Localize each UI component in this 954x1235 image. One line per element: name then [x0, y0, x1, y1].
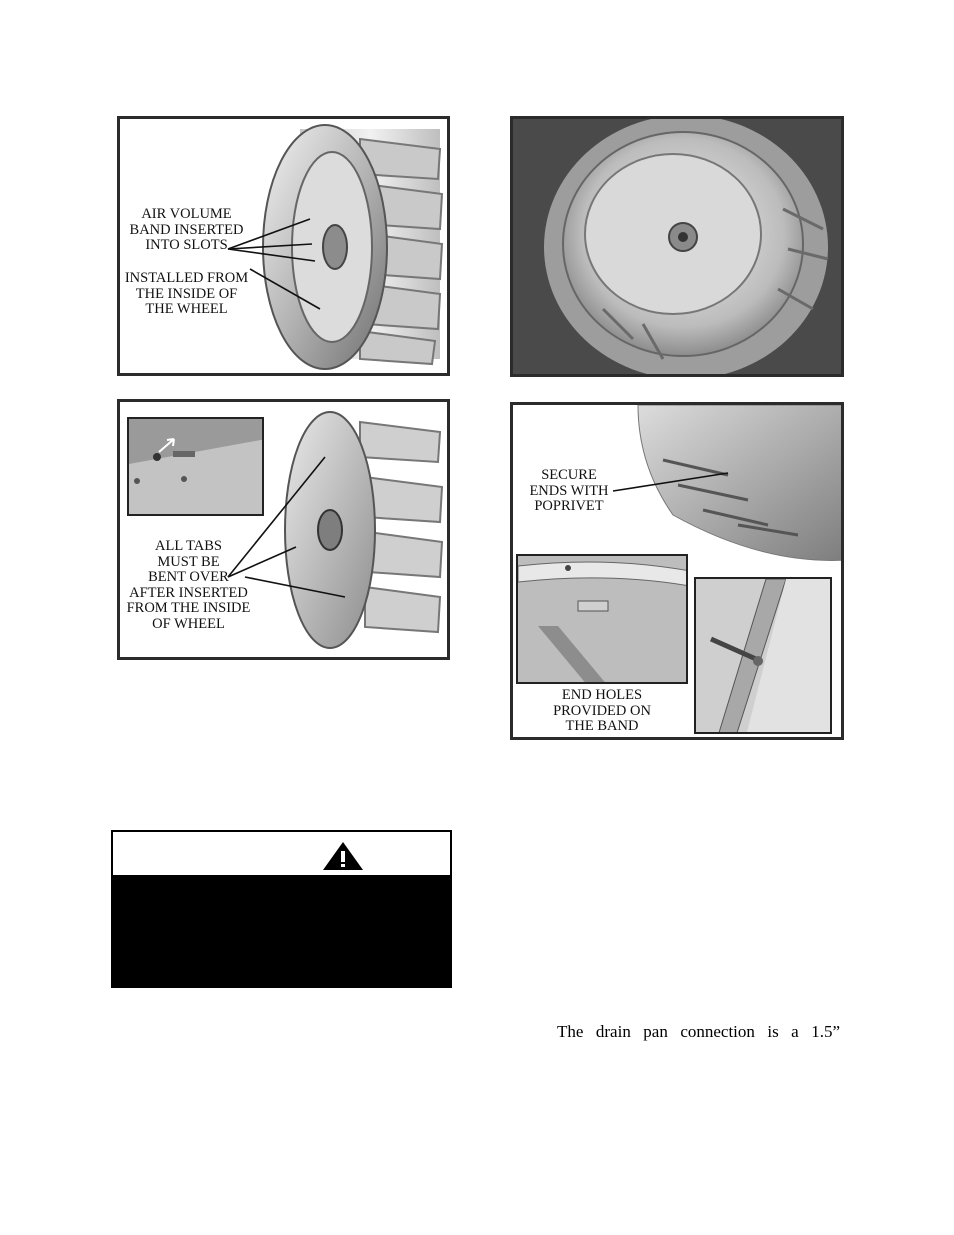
warning-header	[113, 832, 450, 875]
figure-secure-ends	[510, 402, 844, 740]
tab-closeup-inset	[127, 417, 264, 516]
label-all-tabs-bent: ALL TABS MUST BE BENT OVER AFTER INSERTED FROM THE INSIDE OF WHEEL	[126, 538, 251, 632]
figure-wheel-face-view	[510, 116, 844, 377]
figure-air-volume-band	[117, 116, 450, 376]
fan-wheel-face-image	[513, 119, 844, 377]
figure-tabs-bent-over	[117, 399, 450, 660]
label-end-holes: END HOLES PROVIDED ON THE BAND	[553, 687, 651, 734]
label-installed-from-inside: INSTALLED FROM THE INSIDE OF THE WHEEL	[124, 270, 249, 317]
label-air-volume-band: AIR VOLUME BAND INSERTED INTO SLOTS	[129, 206, 244, 253]
band-end-inset-left	[516, 554, 688, 684]
warning-body	[113, 875, 450, 986]
tab-closeup-image	[129, 419, 264, 516]
band-end-holes-image	[518, 556, 688, 684]
poprivet-closeup-image	[696, 579, 832, 734]
drain-pan-text: The drain pan connection is a 1.5”	[557, 1022, 840, 1041]
label-secure-ends: SECURE ENDS WITH POPRIVET	[529, 467, 609, 514]
warning-triangle-icon	[321, 840, 365, 872]
warning-box	[111, 830, 452, 988]
band-end-inset-right	[694, 577, 832, 734]
